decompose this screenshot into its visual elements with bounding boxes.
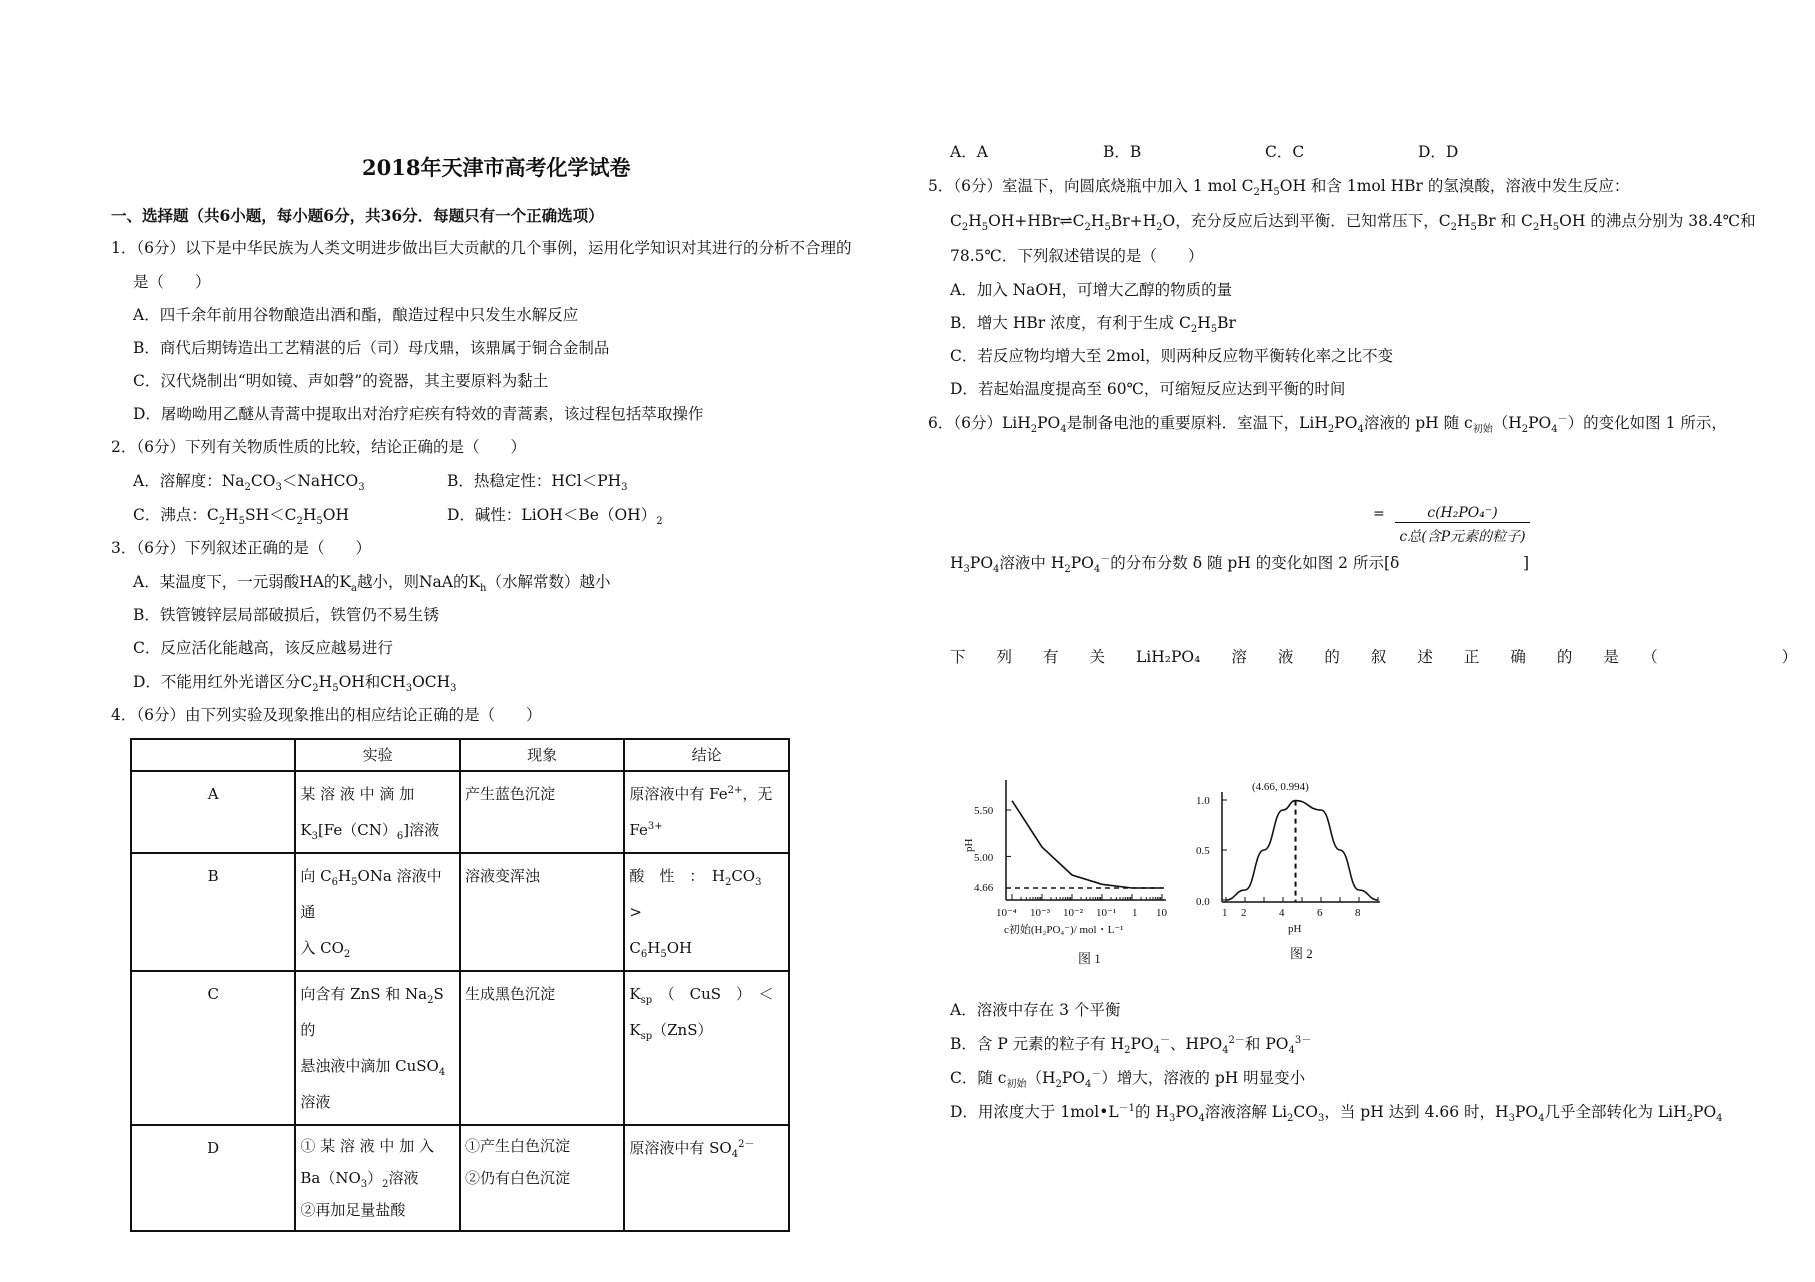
fig2-xtick: 2 [1241, 907, 1247, 919]
q6-question: 下 列 有 关 LiH₂PO₄ 溶 液 的 叙 述 正 确 的 是 （ ） [950, 648, 1798, 666]
table-cell: $K_{sp}$ （ CuS ） ＜ $K_{sp}(ZnS)$ [624, 971, 789, 1125]
q4-option-a: A．A [950, 143, 988, 161]
fig2-xtick: 6 [1317, 907, 1323, 919]
q4-option-b: B．B [1103, 143, 1142, 161]
q4-stem: 4．（6分）由下列实验及现象推出的相应结论正确的是（ ） [111, 706, 542, 724]
q3-stem: 3．（6分）下列叙述正确的是（ ） [111, 539, 371, 557]
q3-option-b: B．铁管镀锌层局部破损后，铁管仍不易生锈 [133, 606, 439, 624]
fig1-xtick: 10⁻⁴ [996, 907, 1017, 919]
table-cell: A [131, 771, 295, 853]
fig1-caption: 图 1 [1078, 951, 1101, 966]
fig2-curve [1226, 801, 1378, 900]
q5-stem-cont-2: 78.5℃．下列叙述错误的是（ ） [950, 247, 1204, 265]
table-cell: 向含有 ZnS 和 $Na_2S$ 的 悬浊液中滴加 CuSO$_4$ 溶液 [295, 971, 460, 1125]
q2-stem: 2．（6分）下列有关物质性质的比较，结论正确的是（ ） [111, 438, 526, 456]
fig1-ytick: 5.00 [974, 852, 994, 864]
q6-stem-cont: $H_3PO_4$溶液中 $H_2PO_4^-$的分布分数 δ 随 pH 的变化如图 2 所示[δ [950, 553, 1400, 576]
fig2-ytick: 1.0 [1196, 795, 1210, 807]
table-header-cell: 结论 [624, 739, 789, 771]
section-heading: 一、选择题（共6小题，每小题6分，共36分．每题只有一个正确选项） [111, 206, 604, 225]
q4-table [130, 738, 790, 1232]
fig1-ytick: 5.50 [974, 805, 994, 817]
q3-option-d: D．不能用红外光谱区分$C_2H_5OH$和$CH_3OCH_3$ [133, 673, 457, 695]
table-cell: B [131, 853, 295, 971]
figure-1 [960, 770, 1180, 980]
fig1-ylabel: pH [963, 838, 975, 852]
q5-option-c: C．若反应物均增大至 2mol，则两种反应物平衡转化率之比不变 [950, 347, 1394, 365]
table-row [131, 971, 789, 1125]
q4-option-d: D．D [1418, 143, 1459, 161]
q6-option-b: B．含 P 元素的粒子有 $H_2PO_4^-$、$HPO_4^{2-}$和 $PO_4^{3-}$ [950, 1034, 1312, 1057]
q3-option-c: C．反应活化能越高，该反应越易进行 [133, 639, 393, 657]
table-header-cell: 现象 [460, 739, 624, 771]
figure-2 [1180, 770, 1390, 980]
fig1-xlabel: c初始(H₂PO₄⁻)/ mol・L⁻¹ [1004, 924, 1124, 936]
fig2-xtick: 8 [1355, 907, 1361, 919]
q1-stem-cont: 是（ ） [133, 273, 211, 291]
fig1-xtick: 1 [1132, 907, 1138, 919]
table-cell: 酸 性 ： $H_2CO_3$ > $C_6H_5OH$ [624, 853, 789, 971]
fig2-annotation: (4.66, 0.994) [1252, 781, 1309, 793]
table-cell: ① 某 溶 液 中 加 入 $Ba(NO_3)_2$溶液 ②再加足量盐酸 [295, 1125, 460, 1231]
fig2-ytick: 0.5 [1196, 845, 1210, 857]
q6-option-c: C．随 $c_{初始}(H_2PO_4^-)$增大，溶液的 pH 明显变小 [950, 1068, 1306, 1091]
q1-option-b: B．商代后期铸造出工艺精湛的后（司）母戊鼎，该鼎属于铜合金制品 [133, 339, 610, 357]
q4-option-c: C．C [1265, 143, 1305, 161]
delta-fraction-numerator: c(H₂PO₄⁻) [1395, 505, 1530, 523]
fig2-caption: 图 2 [1290, 946, 1313, 961]
table-cell: 原溶液中有 $Fe^{2+}$，无 $Fe^{3+}$ [624, 771, 789, 853]
table-cell: 原溶液中有 $SO_4^{2-}$ [624, 1125, 789, 1231]
q1-stem: 1．（6分）以下是中华民族为人类文明进步做出巨大贡献的几个事例，运用化学知识对其进行的分析不合理的 [111, 239, 852, 257]
fig1-xtick: 10 [1156, 907, 1167, 919]
table-cell: 生成黑色沉淀 [460, 971, 624, 1125]
table-row [131, 771, 789, 853]
delta-equals: = [1373, 506, 1385, 522]
fig2-xtick: 4 [1279, 907, 1285, 919]
fig2-ytick: 0.0 [1196, 896, 1210, 908]
q5-option-d: D．若起始温度提高至 60℃，可缩短反应达到平衡的时间 [950, 380, 1346, 398]
delta-fraction-denominator: c总(含P元素的粒子) [1399, 529, 1526, 545]
fig1-xtick: 10⁻² [1063, 907, 1084, 919]
q2-option-b: B．热稳定性：$HCl<PH_3$ [447, 472, 628, 494]
table-cell: 某 溶 液 中 滴 加 $K_3[Fe(CN)_6]$溶液 [295, 771, 460, 853]
q5-stem: 5．（6分）室温下，向圆底烧瓶中加入 1 mol $C_2H_5OH$ 和含 1mol HBr 的氢溴酸，溶液中发生反应： [928, 177, 1630, 199]
q2-option-a: A．溶解度：$Na_2CO_3<NaHCO_3$ [133, 472, 365, 494]
fig1-xtick: 10⁻³ [1030, 907, 1051, 919]
q6-option-d: D．用浓度大于 $1mol•L^{-1}$的 $H_3PO_4$溶液溶解 $Li_2CO_3$，当 pH 达到 4.66 时，$H_3PO_4$几乎全部转化为 $LiH_2PO_4$ [950, 1102, 1723, 1125]
table-row [131, 853, 789, 971]
fig1-xtick: 10⁻¹ [1096, 907, 1117, 919]
table-cell: ①产生白色沉淀 ②仍有白色沉淀 [460, 1125, 624, 1231]
page-title: 2018年天津市高考化学试卷 [362, 155, 631, 180]
q5-option-b: B．增大 HBr 浓度，有利于生成 $C_2H_5Br$ [950, 314, 1236, 336]
fig2-xlabel: pH [1288, 923, 1302, 935]
table-cell: 产生蓝色沉淀 [460, 771, 624, 853]
table-header-row [131, 739, 789, 771]
q1-option-c: C．汉代烧制出“明如镜、声如磬”的瓷器，其主要原料为黏土 [133, 372, 549, 390]
q3-option-a: A．某温度下，一元弱酸HA的$K_a$越小，则NaA的$K_h$（水解常数）越小 [133, 573, 611, 595]
q6-option-a: A．溶液中存在 3 个平衡 [950, 1001, 1121, 1019]
table-cell: D [131, 1125, 295, 1231]
table-header-cell [131, 739, 295, 771]
q6-stem: 6．（6分）$LiH_2PO_4$是制备电池的重要原料．室温下，$LiH_2PO_4$溶液的 pH 随 $c_{初始}(H_2PO_4^-)$的变化如图 1 所示， [928, 413, 1727, 436]
q6-bracket-close: ] [1523, 554, 1530, 572]
q1-option-a: A．四千余年前用谷物酿造出酒和酯，酿造过程中只发生水解反应 [133, 306, 579, 324]
fig1-ticks [1006, 810, 1162, 900]
table-cell: 向 $C_6H_5ONa$ 溶液中通 入 $CO_2$ [295, 853, 460, 971]
table-row [131, 1125, 789, 1231]
fig2-xtick: 1 [1222, 907, 1228, 919]
table-header-cell: 实验 [295, 739, 460, 771]
q1-option-d: D．屠呦呦用乙醚从青蒿中提取出对治疗疟疾有特效的青蒿素，该过程包括萃取操作 [133, 405, 704, 423]
fig1-ytick: 4.66 [974, 882, 994, 894]
fig1-curve [1012, 801, 1162, 888]
table-cell: 溶液变浑浊 [460, 853, 624, 971]
q2-option-c: C．沸点：$C_2H_5SH<C_2H_5OH$ [133, 506, 350, 528]
q5-stem-cont: $C_2H_5OH+HBr\rightleftharpoons C_2H_5Br+H_2O$，充分反应后达到平衡．已知常压下，$C_2H_5Br$ 和 $C_2H_5OH$ 的沸点分别为 38.4℃和 [950, 212, 1756, 234]
q2-option-d: D．碱性：$LiOH<Be(OH)_2$ [447, 506, 663, 528]
table-cell: C [131, 971, 295, 1125]
q5-option-a: A．加入 NaOH，可增大乙醇的物质的量 [950, 281, 1233, 299]
